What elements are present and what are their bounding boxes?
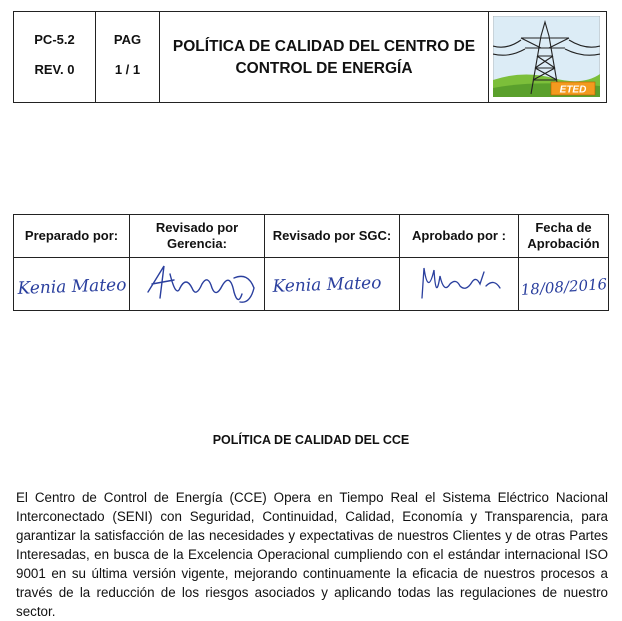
approval-date-header-line1: Fecha de (535, 220, 592, 235)
logo-text: ETED (559, 84, 587, 96)
reviewed-sgc-signature (265, 258, 399, 310)
reviewed-management-header-line2: Gerencia: (167, 236, 227, 251)
prepared-by-header: Preparado por: (24, 228, 119, 243)
approval-date-column (519, 215, 608, 310)
approvals-table (13, 214, 609, 311)
prepared-by-signature (14, 258, 129, 310)
approved-by-signature (400, 258, 518, 310)
reviewed-sgc-header: Revisado por SGC: (272, 228, 392, 243)
approval-date-header (519, 215, 608, 257)
approved-by-column (400, 215, 519, 310)
doc-code: PC-5.2 (34, 32, 75, 47)
document-title (160, 36, 488, 80)
policy-title: POLÍTICA DE CALIDAD DEL CCE (212, 433, 410, 447)
eted-logo (493, 16, 600, 97)
doc-revision: REV. 0 (34, 62, 75, 77)
approved-by-header: Aprobado por : (412, 228, 506, 243)
prepared-by-column (14, 215, 130, 310)
approval-date-value: 18/08/2016 (520, 275, 608, 299)
signature-scribble-icon (400, 258, 519, 310)
approval-date-signature (519, 258, 608, 310)
page-label: PAG (113, 32, 142, 47)
reviewed-sgc-name: Kenia Mateo (272, 273, 382, 297)
logo-cell (489, 12, 606, 102)
title-cell (160, 12, 489, 102)
page-number: 1 / 1 (114, 62, 141, 77)
document-header (13, 11, 607, 103)
doc-code-cell (14, 12, 96, 102)
reviewed-sgc-column (265, 215, 400, 310)
title-line-2: CONTROL DE ENERGÍA (235, 60, 413, 77)
signature-scribble-icon (130, 258, 265, 310)
approval-date-header-line2: Aprobación (527, 236, 600, 251)
policy-body: El Centro de Control de Energía (CCE) Opera en Tiempo Real el Sistema Eléctrico Nacional Interconectado (SENI) con Seguridad, Continuidad, Calidad, Economía y Transparencia, para garantizar la satisfacción de las necesidades y expectativas de nuestros Clientes y de otras Partes Interesadas, en busca de la Excelencia Operacional cumpliendo con el estándar internacional ISO 9001 en su última versión vigente, mejorando continuamente la eficacia de nuestros procesos a través de la reducción de los riesgos asociados y aplicando todas las regulaciones de nuestro sector. (16, 490, 608, 619)
page-cell (96, 12, 160, 102)
reviewed-management-signature (130, 258, 264, 310)
prepared-by-name: Kenia Mateo (17, 275, 127, 299)
reviewed-management-header (130, 215, 264, 257)
title-line-1: POLÍTICA DE CALIDAD DEL CENTRO DE (172, 38, 476, 55)
reviewed-management-column (130, 215, 265, 310)
reviewed-management-header-line1: Revisado por (155, 220, 239, 235)
